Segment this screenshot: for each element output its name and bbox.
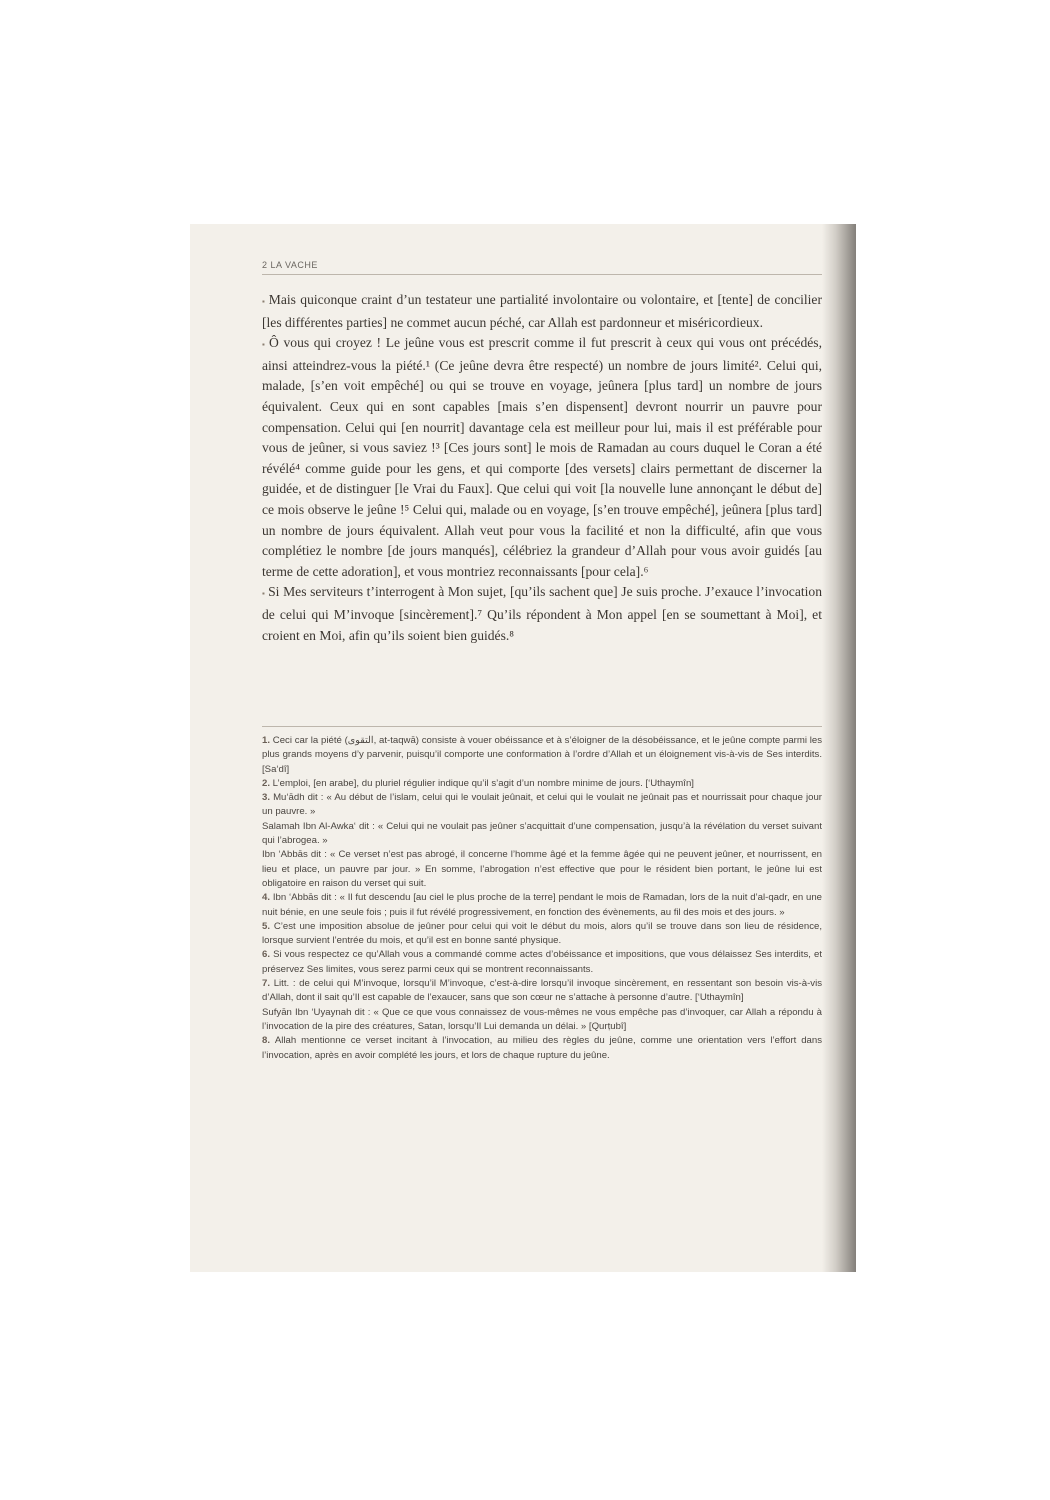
footnote: 4. Ibn ‘Abbās dit : « Il fut descendu [au ciel le plus proche de la terre] pendant le mois de Ramadan, lors de la nuit d’al-qadr, en une nuit bénie, en une seule fois ; puis il fut révélé progressivement, en fonction des évènements, au fil des mois et des jours. » — [262, 892, 822, 918]
verse-paragraph-1: ▪ Mais quiconque craint d’un testateur une partialité involontaire ou volontaire, et [tente] de concilier [les différentes parties] ne commet aucun péché, car Allah est pardonneur et miséricordieux. — [262, 292, 822, 330]
footnote: 3. Mu‘ādh dit : « Au début de l’islam, celui qui le voulait jeûnait, et celui qui le voulait ne jeûnait pas et nourrissait pour chaque jour un pauvre. » — [262, 792, 822, 818]
footnote: 7. Litt. : de celui qui M’invoque, lorsqu’il M’invoque, c’est-à-dire lorsqu’il invoque sincèrement, en ressentant son besoin vis-à-vis d’Allah, dont il sait qu’Il est capable de l’exaucer, sans que son cœur ne s’attache à personne d’autre. [‘Uthaymîn] — [262, 978, 822, 1004]
footnote: 8. Allah mentionne ce verset incitant à l’invocation, au milieu des règles du jeûne, comme une orientation vers l’effort dans l’invocation, après en avoir complété les jours, et lors de chaque rupture du jeûne. — [262, 1035, 822, 1061]
footnote: 1. Ceci car la piété (التقوى, at-taqwā) consiste à vouer obéissance et à s’éloigner de la désobéissance, et le jeûne compte parmi les plus grands moyens d’y parvenir, puisqu’il comporte une conformation à l’ordre d’Allah et un éloignement vis-à-vis de Ses interdits. [Sa‘dî] — [262, 735, 822, 775]
verse-paragraph-3: ▪ Si Mes serviteurs t’interrogent à Mon sujet, [qu’ils sachent que] Je suis proche. J’exauce l’invocation de celui qui M’invoque [sincèrement].⁷ Qu’ils répondent à Mon appel [en se soumettant à Moi], et croient en Moi, afin qu’ils soient bien guidés.⁸ — [262, 584, 822, 643]
footnote-continuation: Sufyān Ibn ‘Uyaynah dit : « Que ce que vous connaissez de vous-mêmes ne vous empêche pas d’invoquer, car Allah a répondu à l’invocation de la pire des créatures, Satan, lorsqu’Il Lui demanda un délai. » [Qurṭubî] — [262, 1006, 822, 1032]
footnotes-rule — [262, 726, 822, 727]
page-gutter-shadow — [822, 224, 856, 1272]
verse-marker: ▪ — [262, 340, 267, 350]
verse-marker: ▪ — [262, 297, 266, 306]
header-rule — [262, 274, 822, 275]
running-header: 2 LA VACHE — [262, 260, 318, 270]
verse-text — [262, 290, 822, 646]
footnote: 6. Si vous respectez ce qu’Allah vous a commandé comme actes d’obéissance et impositions, que vous délaissez Ses interdits, et préservez Ses limites, vous serez parmi ceux qui se montrent reconnaissants. — [262, 949, 823, 975]
footnote-continuation: Ibn ‘Abbās dit : « Ce verset n’est pas abrogé, il concerne l’homme âgé et la femme âgée qui ne peuvent jeûner, et nourrissent, en lieu et place, un pauvre par jour. » En somme, l’abrogation n’est effective que pour le résident bien portant, le jeûne lui est obligatoire en raison du verset qui suit. — [262, 849, 822, 889]
verse-paragraph-2: ▪ Ô vous qui croyez ! Le jeûne vous est prescrit comme il fut prescrit à ceux qui vous ont précédés, ainsi atteindrez-vous la piété.¹ (Ce jeûne devra être respecté) un nombre de jours limité². Celui qui, malade, [s’en voit empêché] ou qui se trouve en voyage, jeûnera [plus tard] un nombre de jours équivalent. Ceux qui en sont capables [mais s’en dispensent] devront nourrir un pauvre pour compensation. Celui qui [en nourrit] davantage cela est meilleur pour lui, mais il est préférable pour vous de jeûner, si vous saviez !³ [Ces jours sont] le mois de Ramadan au cours duquel le Coran a été révélé⁴ comme guide pour les gens, et qui comporte [des versets] clairs permettant de discerner la guidée, et de distinguer [le Vrai du Faux]. Que celui qui voit [la nouvelle lune annonçant le début de] ce mois observe le jeûne !⁵ Celui qui, malade ou en voyage, [s’en trouve empêché], jeûnera [plus tard] un nombre de jours équivalent. Allah veut pour vous la facilité et non la difficulté, afin que vous complétiez le nombre [de jours manqués], célébriez la grandeur d’Allah pour vous avoir guidés [au terme de cette adoration], et vous montriez reconnaissants [pour cela].⁶ — [262, 335, 822, 579]
footnotes — [262, 734, 822, 1063]
verse-marker: ▪ — [262, 589, 266, 599]
footnote-continuation: Salamah Ibn Al-Awka‘ dit : « Celui qui ne voulait pas jeûner s’acquittait d’une compensation, jusqu’à la révélation du verset suivant qui l’abrogea. » — [262, 820, 822, 847]
footnote: 5. C’est une imposition absolue de jeûner pour celui qui voit le début du mois, alors qu’il se trouve dans son lieu de résidence, lorsque survient l’entrée du mois, et qu’il est en bonne santé physique. — [262, 920, 823, 947]
footnote: 2. L’emploi, [en arabe], du pluriel régulier indique qu’il s’agit d’un nombre minime de jours. [‘Uthaymîn] — [262, 777, 694, 789]
book-page — [190, 224, 856, 1272]
